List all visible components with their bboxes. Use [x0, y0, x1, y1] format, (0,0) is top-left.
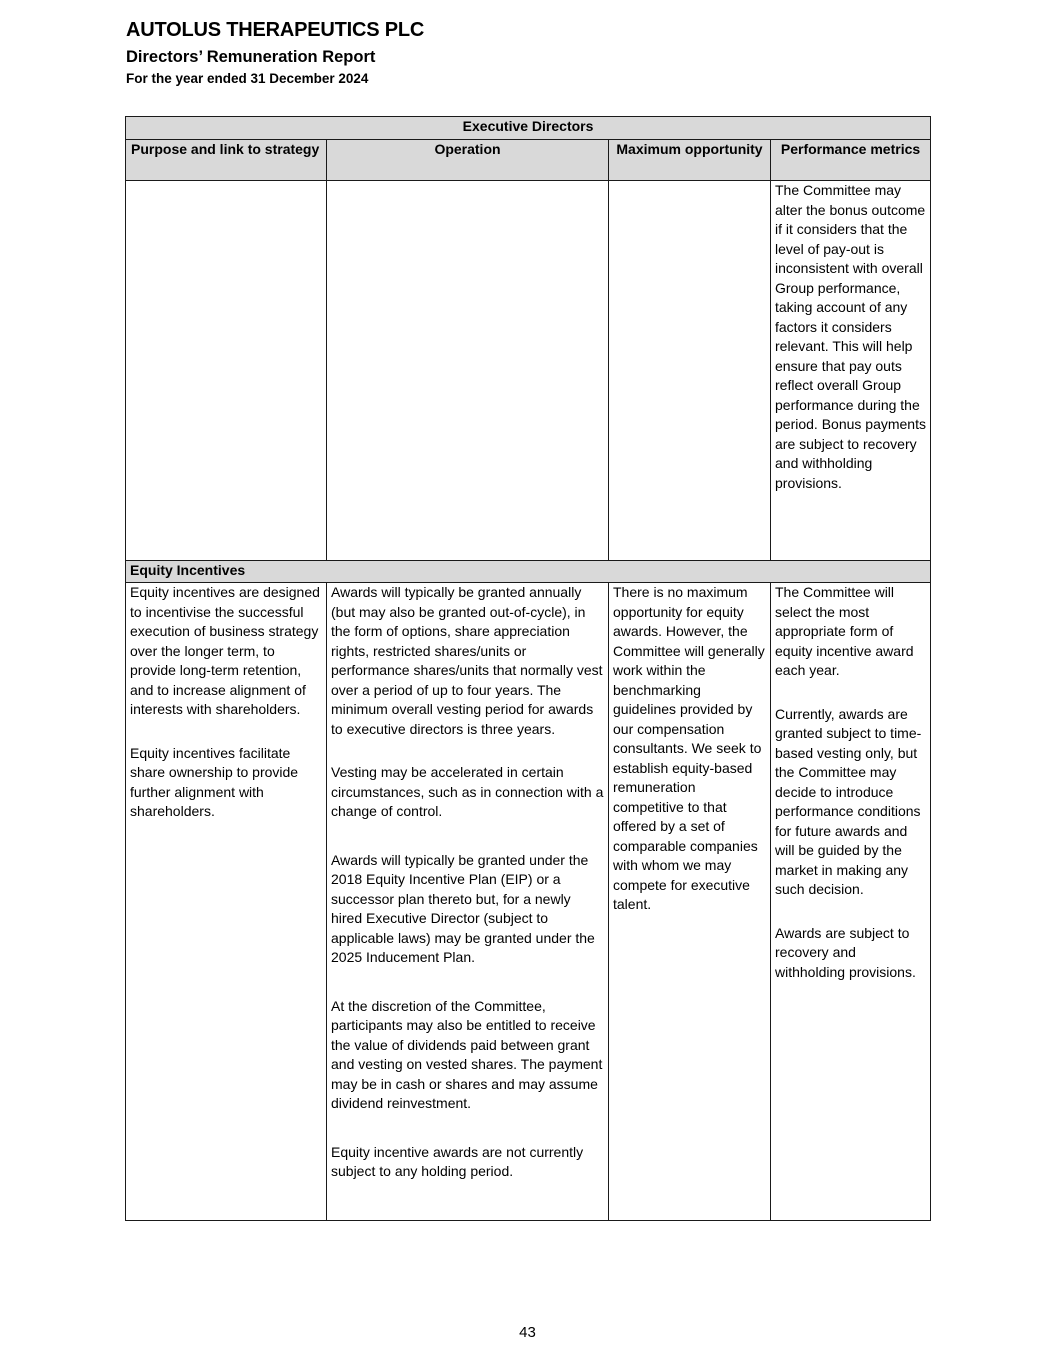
- cell-maximum: [609, 181, 771, 561]
- maximum-paragraph: There is no maximum opportunity for equity awards. However, the Committee will generally work within the benchmarking guidelines provided by our compensation consultants. We seek to establish equity-based remuneration competitive to that offered by a set of comparable companies with whom we may compete for executive talent.: [613, 584, 765, 912]
- operation-paragraph: At the discretion of the Committee, participants may also be entitled to receive the value of dividends paid between grant and vesting on vested shares. The payment may be in cash or shares and may assume dividend reinvestment.: [331, 997, 603, 1111]
- report-title: Directors’ Remuneration Report: [126, 48, 376, 66]
- table-band-row: [126, 117, 931, 140]
- table-row-continued-bonus: [126, 181, 931, 561]
- cell-purpose: [126, 181, 327, 561]
- band-title: Executive Directors: [126, 117, 931, 140]
- column-header-purpose: Purpose and link to strategy: [126, 140, 327, 181]
- purpose-paragraph: Equity incentives are designed to incentivise the successful execution of business strategy over the longer term, to provide long-term retention, and to increase alignment of interests with shareholders.: [130, 584, 320, 717]
- purpose-paragraph: Equity incentives facilitate share ownership to provide further alignment with shareholders.: [130, 744, 299, 819]
- operation-paragraph: Vesting may be accelerated in certain circumstances, such as in connection with a change of control.: [331, 764, 604, 819]
- column-header-row: [126, 140, 931, 181]
- metrics-paragraph: The Committee will select the most appropriate form of equity incentive award each year.: [775, 584, 914, 678]
- operation-paragraph: Awards will typically be granted annually (but may also be granted out-of-cycle), in the form of options, share appreciation rights, restricted shares/units or performance shares/units that normally vest over a period of up to four years. The minimum overall vesting period for awards to executive directors is three years.: [331, 584, 603, 737]
- company-name: AUTOLUS THERAPEUTICS PLC: [126, 19, 425, 41]
- remuneration-policy-table: [125, 116, 931, 1221]
- page-number: 43: [519, 1324, 536, 1341]
- metrics-paragraph: Currently, awards are granted subject to time-based vesting only, but the Committee may decide to introduce performance conditions for future awards and will be guided by the market in making any such decision.: [775, 705, 922, 897]
- cell-operation: [327, 181, 609, 561]
- operation-paragraph: Awards will typically be granted under the 2018 Equity Incentive Plan (EIP) or a successor plan thereto but, for a newly hired Executive Director (subject to applicable laws) may be granted under the 2025 Inducement Plan.: [331, 851, 595, 965]
- cell-metrics: [771, 583, 931, 1221]
- cell-operation: [327, 583, 609, 1221]
- metrics-paragraph: Awards are subject to recovery and withholding provisions.: [775, 924, 916, 980]
- column-header-operation: Operation: [327, 140, 609, 181]
- report-period: For the year ended 31 December 2024: [126, 71, 369, 86]
- section-title: Equity Incentives: [126, 561, 931, 583]
- column-header-maximum: Maximum opportunity: [609, 140, 771, 181]
- operation-paragraph: Equity incentive awards are not currently subject to any holding period.: [331, 1143, 584, 1179]
- cell-purpose: [126, 583, 327, 1221]
- table-row-equity-incentives: [126, 583, 931, 1221]
- column-header-metrics: Performance metrics: [771, 140, 931, 181]
- cell-metrics: The Committee may alter the bonus outcome if it considers that the level of pay-out is inconsistent with overall Group performance, taking account of any factors it considers relevant. This will help ensure that pay outs reflect overall Group performance during the period. Bonus payments are subject to recovery and withholding provisions.: [771, 181, 931, 561]
- section-row-equity-incentives: [126, 561, 931, 583]
- cell-maximum: [609, 583, 771, 1221]
